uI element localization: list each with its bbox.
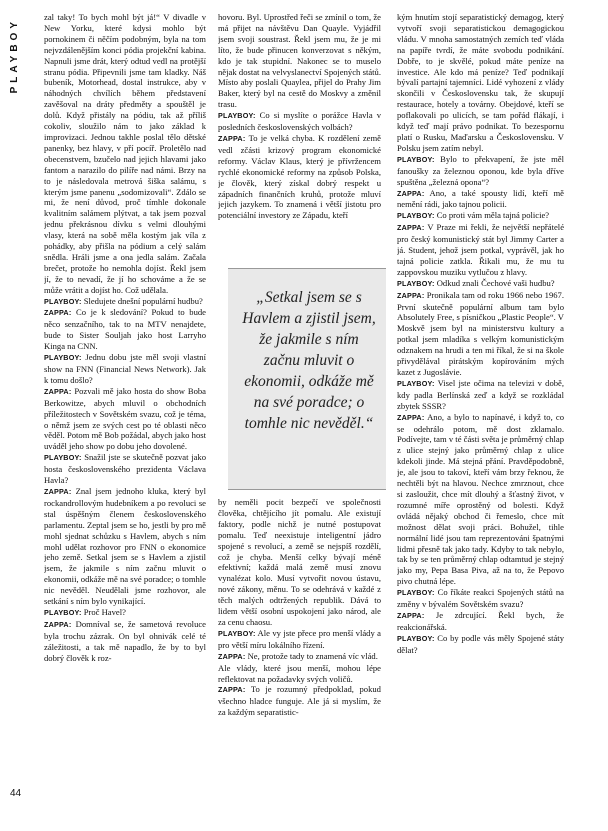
speaker-text: Co je k sledování? Pokud to bude něco senzačního, tak to na MTV nenajdete, bude to Sister Souljah jako host Larryho Kinga na CNN. [44,307,206,352]
pull-quote-box [228,268,386,490]
interview-paragraph [397,290,564,378]
interview-paragraph [218,133,381,221]
interview-paragraph [397,210,564,222]
speaker-label: ZAPPA: [44,308,72,318]
speaker-label: PLAYBOY: [44,453,82,463]
speaker-label: PLAYBOY: [397,278,435,288]
speaker-label: ZAPPA: [397,290,425,300]
speaker-text: Co proti vám měla tajná policie? [436,210,550,221]
interview-paragraph [44,307,206,352]
column-2-bottom-lead: by neměli pocit bezpečí ve společnosti člověka, chtějícího jít pomalu. Ale existují faktory, podle nichž je nutné postupovat pomalu. Teď neexistuje inteligentní jádro spojené s revolucí, a země se nejspíš rozdělí, což je chyba. Menší celky bývají méně efektivní; každá malá země musí znovu vynalézat kolo. Musí vytvořit novou ústavu, nové zákony, měnu. To se odehrává v každé z těch malých odtržených republik. Dává to lidem větší osobní uspokojení jako národ, ale za cenu chaosu. [218,497,381,627]
article-column-3 [397,12,564,822]
interview-paragraph [218,663,381,685]
magazine-brand: PLAYBOY [9,18,20,94]
interview-paragraph [218,628,381,651]
article-column-1 [44,12,206,822]
interview-paragraph [44,607,206,619]
speaker-text: Proč Havel? [83,606,126,617]
speaker-text: To je velká chyba. K rozdělení země vedl zčásti krizový program ekonomické reformy. Václav Klaus, který je přívržencem rychlé ekonomické reformy na způsob Polska, je člověk, který získal dobrý respekt u západních finančních kruhů, protože mluví jejich jazykem. To znamená i větší jistotu pro potenciální investory ze Západu, kteří [218,132,381,221]
column-2-bottom-turns [218,628,381,718]
interview-paragraph [397,154,564,188]
article-column-2-top [218,12,381,267]
speaker-label: ZAPPA: [397,610,425,620]
interview-paragraph [397,633,564,656]
speaker-text: Ne, protože tady to znamená víc vlád. [247,650,378,661]
speaker-label: ZAPPA: [218,685,246,695]
interview-paragraph [218,651,381,663]
interview-paragraph [44,386,206,452]
column-2-top-lead: hovoru. Byl. Uprostřed řeči se zmínil o tom, že má přijet na návštěvu Dan Quayle. Vyjádřil jsem svoji soustrast. Řekl jsem mu, že je mi líto, že bude přinucen konverzovat s někým, kdo je tak stupidní. Nakonec se to muselo nějak dostat na velvyslanectví Spojených států. Místo aby poslali Quaylea, přijel do Prahy Jim Baker, který byl na cestě do Moskvy a změnil trasu. [218,12,381,110]
interview-paragraph [44,352,206,386]
speaker-label: PLAYBOY: [397,588,435,598]
speaker-label: ZAPPA: [218,133,246,143]
pull-quote: „Setkal jsem se s Havlem a zjistil jsem, že jakmile s ním začnu mluvit o ekonomii, odkáže mě na své poradce; o tomhle nic nevěděl.“ [242,289,376,432]
speaker-label: PLAYBOY: [397,154,435,164]
interview-paragraph [397,278,564,290]
speaker-text: Visel jste očima na televizi v době, kdy padla Berlínská zeď a když se rozkládal zbytek SSSR? [397,377,564,411]
speaker-label: PLAYBOY: [397,211,435,221]
column-3-turns [397,154,564,656]
speaker-label: PLAYBOY: [44,353,82,363]
speaker-text: Ale vlády, které jsou menší, mohou lépe reflektovat na požadavky svých voličů. [218,662,381,684]
speaker-label: ZAPPA: [218,651,246,661]
article-column-2-bottom [218,497,381,822]
speaker-label: ZAPPA: [44,619,72,629]
column-3-lead: kým hnutím stojí separatistický demagog, který vytvoří svoji separatistickou demagogickou vládu. V mnoha samostatných zemích teď vláda na papíře tvrdí, že máte svobodu podnikání. Dobře, to je skvělé, pokud máte peníze na investice. Ale kdo má peníze? Teď podnikají bývalí partajní tajemníci. Lidé vyhození z vlády skončili v Československu tak, že skupují restaurace, hotely a továrny. Obejdové, kteří se poflakovali po ulicích, se tam pořád flákají, i když teď mají právo podnikat. To bezespornu platí o Rusku, Maďarsku a Československu. V Polsku jsem zatím nebyl. [397,12,564,153]
interview-paragraph [218,684,381,718]
speaker-label: PLAYBOY: [44,607,82,617]
speaker-text: Sledujete dnešní populární hudbu? [83,295,203,306]
speaker-text: Odkud znali Čechové vaši hudbu? [436,277,555,288]
interview-paragraph [44,619,206,664]
speaker-text: Ale vy jste přece pro menší vlády a pro větší míru lokálního řízení. [218,627,381,650]
speaker-text: Je zdrcující. Řekl bych, že reakcionářská. [397,609,564,632]
speaker-label: PLAYBOY: [218,111,256,121]
speaker-text: Pozvali mě jako hosta do show Boba Berkowitze, abych mluvil o obchodních příležitostech v Sovětském svazu, což je téma, o němž jsem ze svých cest po té oblasti něco věděl. Potom mě Bob požádal, abych jako host uváděl jeho show po dobu jeho dovolené. [44,385,206,452]
interview-paragraph [397,188,564,211]
interview-paragraph [44,486,206,607]
speaker-label: PLAYBOY: [44,296,82,306]
speaker-label: ZAPPA: [397,188,425,198]
interview-paragraph [397,610,564,633]
speaker-text: To je rozumný předpoklad, pokud všechno hladce funguje. Ale já si myslím, že za každým separatistic- [218,684,381,718]
interview-paragraph [397,222,564,278]
speaker-text: Znal jsem jednoho kluka, který byl rockandrollovým hudebníkem a po revoluci se stal úspěšným členem československého parlamentu. Zeptal jsem se ho, jestli by pro mě mohl sjednat schůzku s Havlem, abych s ním mohl udělat rozhovor pro FNN o ekonomice jeho země. Setkal jsem se s Havlem a zjistil jsem, že jakmile s ním začnu mluvit o ekonomii, odkáže mě na své poradce; o tomhle nic nevěděl. Neudělali jsme rozhovor, ale setkání s ním bylo vynikající. [44,485,206,607]
speaker-text: Ano, a také spousty lidí, kteří mě nemění rádi, jako tajnou policii. [397,187,564,210]
speaker-text: V Praze mi řekli, že největší nepřátelé pro český komunistický stát byl Jimmy Carter a já. Student, jehož jsem potkal, vyprávěl, jak ho tajná policie zatkla. Řikali mu, že mu tu zappovskou muziku vytlučou z hlavy. [397,222,564,277]
column-1-turns [44,296,206,664]
speaker-text: Co říkáte reakci Spojených států na změny v bývalém Sovětském svazu? [397,587,564,610]
speaker-text: Domníval se, že sametová revoluce byla trochu zázrak. On byl ohnivák celé té záležitosti, a tak mě napadlo, že by to byl dobrý člověk k roz- [44,618,206,663]
speaker-label: ZAPPA: [44,486,72,496]
speaker-text: Snažil jste se skutečně pozvat jako hosta československého prezidenta Václava Havla? [44,452,206,486]
speaker-label: PLAYBOY: [397,378,435,388]
speaker-label: ZAPPA: [397,412,425,422]
speaker-label: ZAPPA: [397,223,425,233]
interview-paragraph [397,587,564,610]
speaker-text: Ano, a bylo to napínavé, i když to, co se odehrálo potom, mě dost zklamalo. Podívejte, tam v té části světa je průměrný chlap z ulice stejný jako průměrný chlap z ulice kdekoli jinde. Má stejná přání. Pravděpodobně, je, ale jsou to takoví, kteří vám brzy řeknou, že nechtěli být na hlavou. Nechce zmrznout, chce si zasloužit, chce mít dlouhý a šťastný život, v rozumné míře oprostěný od bolesti. Když ovládá nějaký obchod či řemeslo, chce mít možnost dělat svoji práci. Bohužel, tihle normální lidé jsou tam reprezentováni špatnými lidmi přesně tak jako tady. Kdyby to tak nebylo, tak by se ten průměrný chlap odtamtud je stejný jako my, Pepa Basa Piva, až na to, že Pepovo pivo chutná lépe. [397,411,564,587]
interview-paragraph [44,296,206,308]
page-number: 44 [10,788,22,799]
speaker-text: Co si myslíte o porážce Havla v posledních československých volbách? [218,110,381,133]
interview-paragraph [397,412,564,588]
speaker-text: Bylo to překvapení, že jste měl fanoušky za železnou oponou, kde byla dříve spuštěna „železná opona“? [397,153,564,187]
speaker-text: Jednu dobu jste měl svoji vlastní show na FNN (Financial News Network). Jak k tomu došlo? [44,352,206,385]
speaker-text: Pronikala tam od roku 1966 nebo 1967. První skutečně populární album tam bylo Absolutely Free, s písničkou „Plastic People“. V Moskvě jsem byl na ministerstvu kultury a potkal jsem mladíka s velkým komunistickým odznakem na hrudi a ten mi říkal, že si na škole přivydělával pirátským kopírováním mých kazet z Jugoslávie. [397,289,564,377]
speaker-label: PLAYBOY: [397,633,435,643]
speaker-text: Co by podle vás měly Spojené státy dělat? [397,632,564,655]
speaker-label: PLAYBOY: [218,628,256,638]
interview-paragraph [44,452,206,486]
column-1-lead: zal taky! To bych mohl být já!“ V divadle v New Yorku, které kdysi mohlo být pornokinem či něčím podobným, byla na tom nejvzdálenějším konci pódia projekční kabina. Napnuli jsme drát, který odtud vedl na protější stranu pódia. Připevnili jsme tam kladky. Náš bubeník, Motorhead, dostal instrukce, aby v náhodných chvílích během představení zavěšoval na dráty předměty a spouštěl je dolů. Když přistály na pódiu, tak až příliš cokoliv, sloužilo nám to jako základ k improvizaci. Jednou takhle poslal tělo dětské panenky, bez hlavy, v pří pocíř. Proletělo nad obecenstvem, bzučelo nad jejich hlavami jako fantom a narazilo do pilíře nad námi. Brzy na to je následovala metrová šiška salámu, s kterým jsme panenu „sodomizovali“. Zdálo se mi, že není důvod, proč tímhle dokonale kvalitním salámem plýtvat, a tak jsem pozval jednu překrásnou dívku s velmi dlouhými vlasy, která na sobě měla kostým jak víla z pohádky, aby přišla na pódium a celý salám snědla. Hráli jsme a ona jedla salám. Začala brečet, protože ho nemohla dojíst. Řekl jsem jí, že to nevadí, že jí ho schováme a že se může vrátit a dojíst ho. Což udělala. [44,12,206,295]
column-2-top-turns [218,110,381,221]
interview-paragraph [397,378,564,412]
interview-paragraph [218,110,381,133]
speaker-label: ZAPPA: [44,386,72,396]
